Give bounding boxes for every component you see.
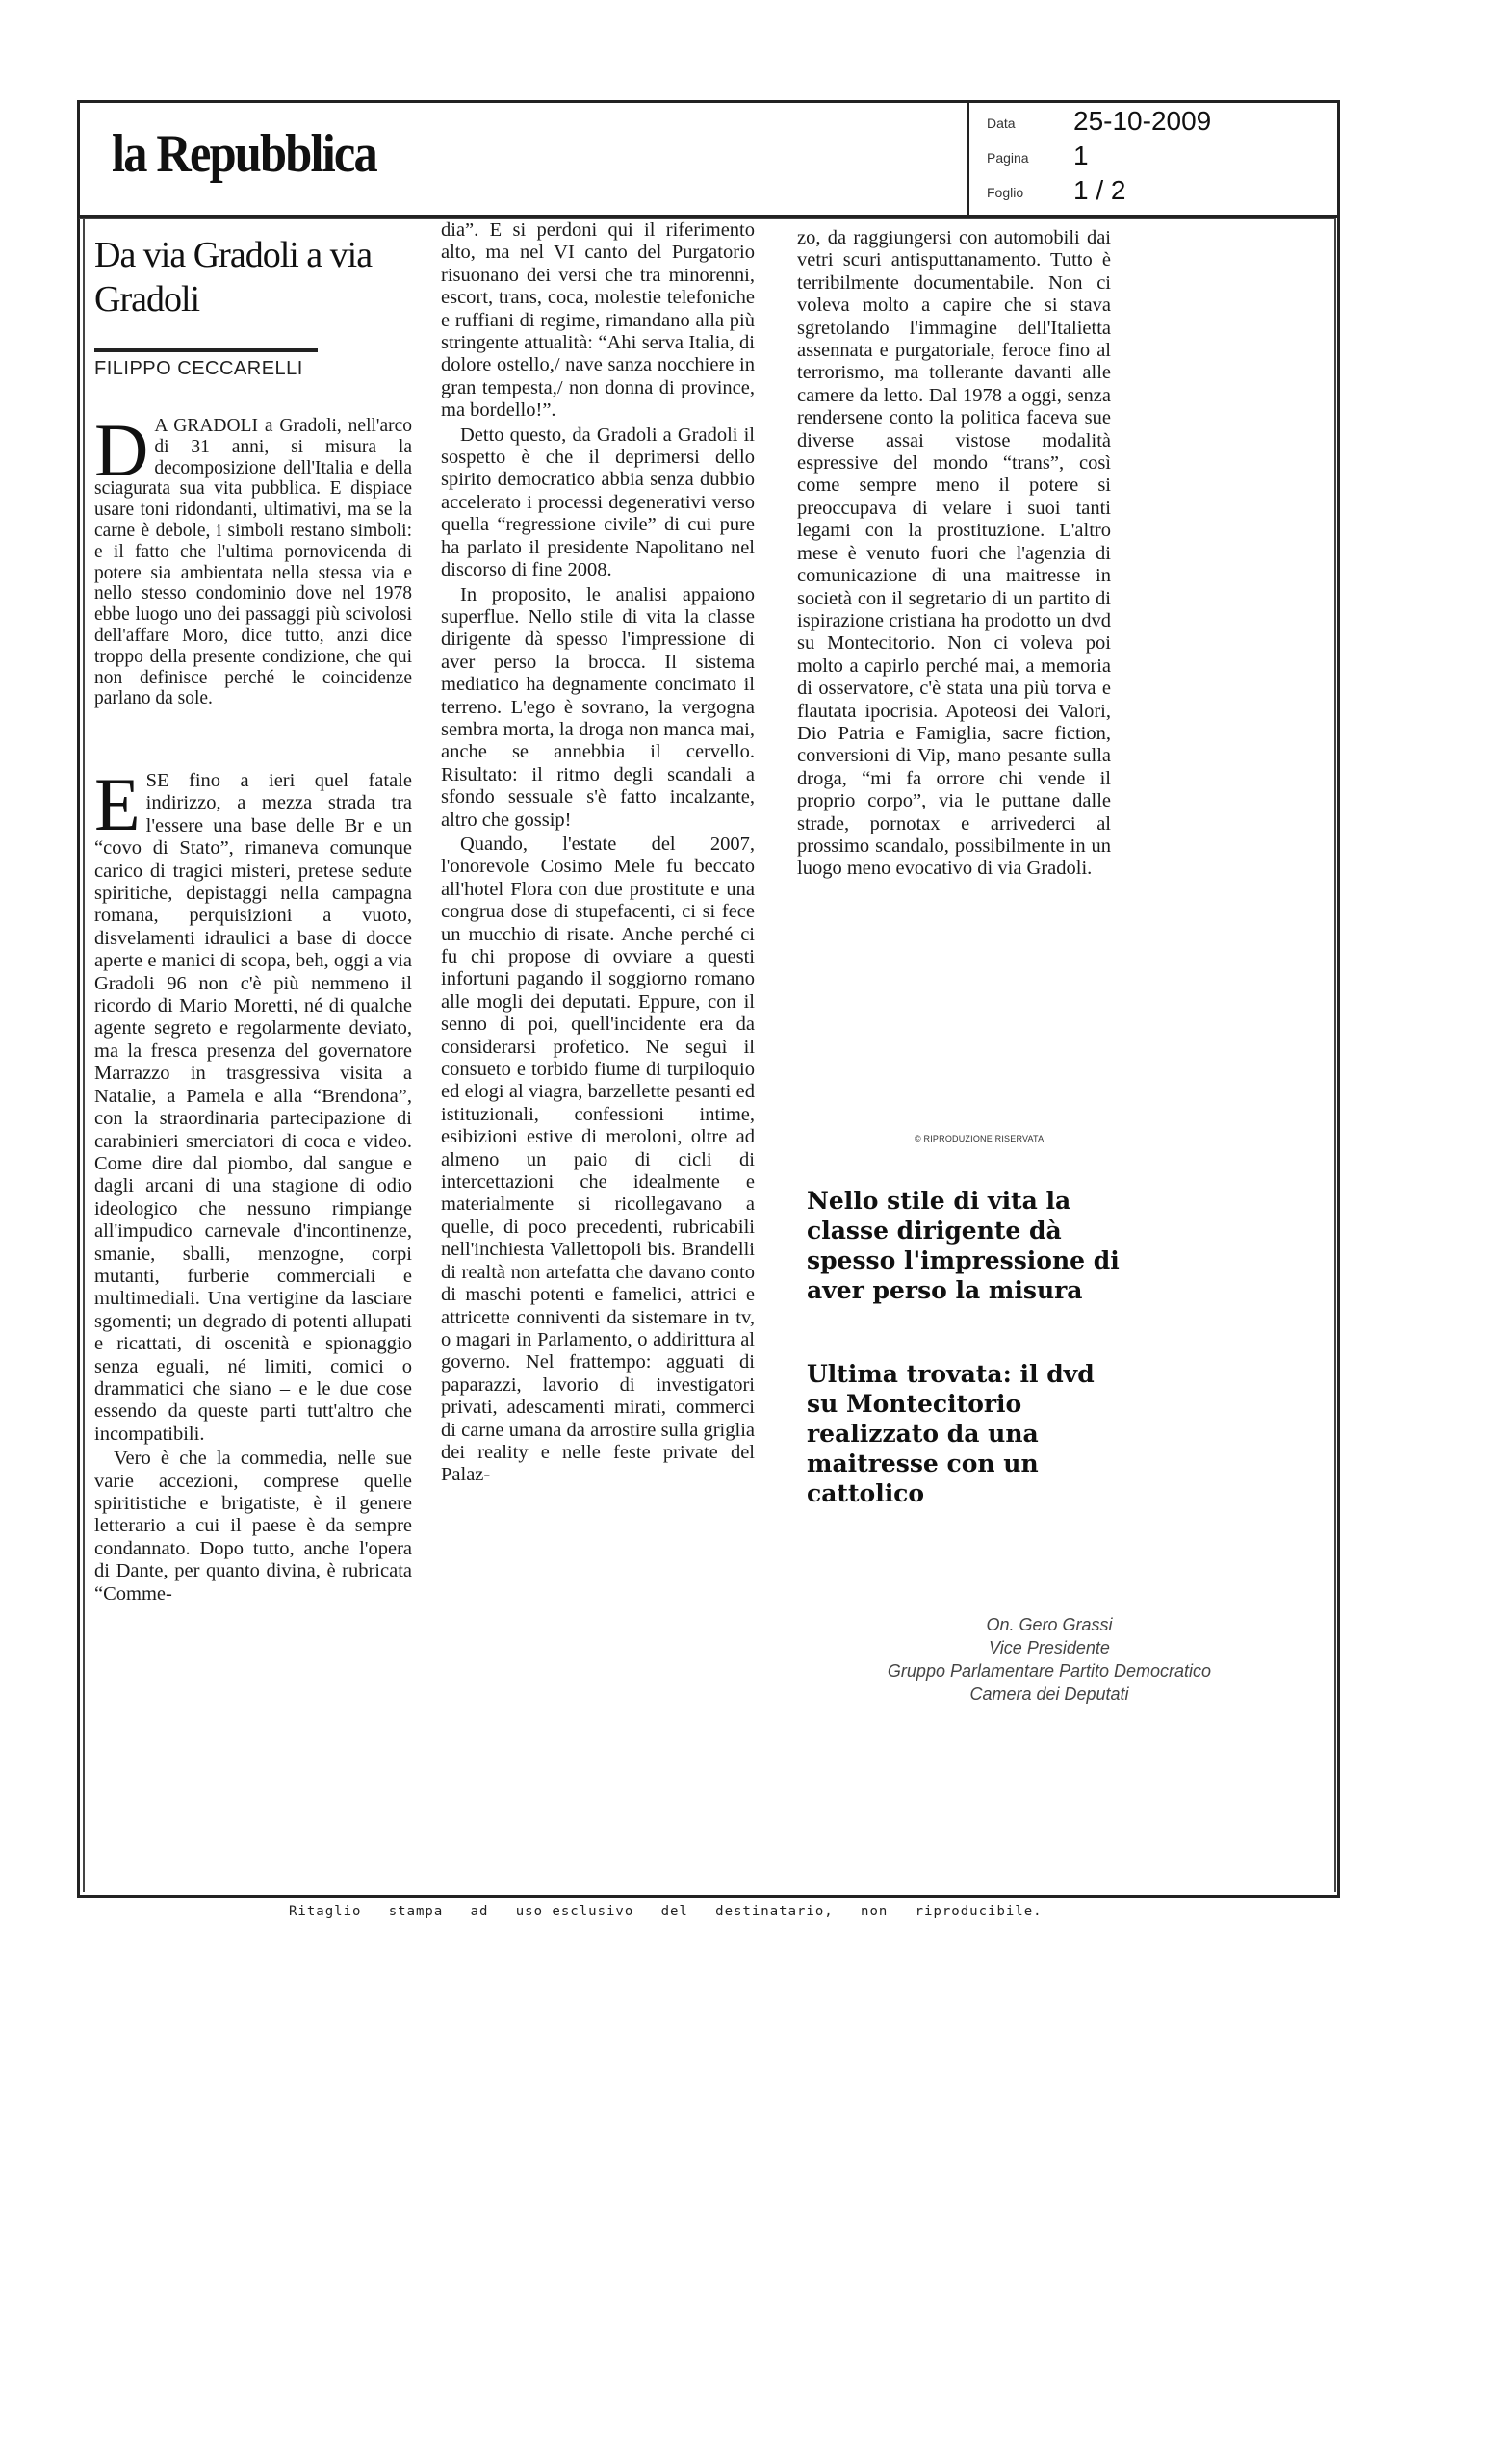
article-title: Da via Gradoli a via Gradoli (94, 235, 373, 320)
column-1-paragraph (94, 762, 412, 1446)
meta-value-sheet: 1 / 2 (1073, 175, 1126, 205)
lead-dropcap: D (94, 408, 149, 492)
lead-text: A GRADOLI a Gradoli, nell'arco di 31 anni, si misura la decomposizione dell'Italia e della sciagurata sua vita pubblica. E dispiace usare toni ridondanti, ultimativi, ma se la carne è debole, i simboli restano simboli: e il fatto che l'ultima pornovicenda di potere sia ambientata nella stessa via e nello stesso condominio dove nel 1978 ebbe luogo uno dei passaggi più scivolosi dell'affare Moro, dice tutto, anzi dice troppo della presente condizione, che qui non definisce perché le coincidenze parlano da sole. (94, 416, 412, 709)
signature-name: On. Gero Grassi (986, 1615, 1113, 1634)
meta-row-date (987, 106, 1333, 137)
signature-chamber: Camera dei Deputati (969, 1684, 1129, 1704)
meta-key-date: Data (987, 116, 1016, 131)
meta-value-date: 25-10-2009 (1073, 106, 1212, 136)
pullquote-1: Nello stile di vita la classe dirigente dà spesso l'impressione di aver perso la misura (807, 1187, 1120, 1304)
meta-key-sheet: Foglio (987, 185, 1024, 200)
left-inner-rule (83, 218, 85, 1892)
meta-value-page: 1 (1073, 141, 1089, 170)
column-3-paragraph: zo, da raggiungersi con automobili dai vetri scuri antisputtanamento. Tutto è terribilmente documentabile. Non ci voleva molto a capire che si stava sgretolando l'immagine dell'Italietta assennata e purgatoriale, feroce fino al terrorismo, ma tollerante davanti alle camere da letto. Dal 1978 a oggi, senza rendersene conto la politica faceva sue diverse assai vistose modalità espressive del mondo “trans”, così come sempre meno il potere si preoccupava di velare i suoi tanti legami con la prostituzione. L'altro mese è venuto fuori che l'agenzia di comunicazione di una maitresse in società con il segretario di un partito di ispirazione cristiana ha prodotto un dvd su Montecitorio. Non ci voleva poi molto a capirlo perché mai, a memoria di osservatore, c'è stata una più torva e flautata ipocrisia. Apoteosi dei Valori, Dio Patria e Famiglia, sacre fiction, conversioni di Vip, mano pesante sulla droga, “mi fa orrore chi vende il proprio corpo”, via le puttane dalle strade, pornotax e arrivederci al prossimo scandalo, possibilmente in un luogo meno evocativo di via Gradoli. (797, 227, 1111, 880)
meta-row-page (987, 141, 1333, 171)
clipping-header (77, 100, 1340, 218)
pullquote-2: Ultima trovata: il dvd su Montecitorio realizzato da una maitresse con un cattolico (807, 1360, 1095, 1507)
signature-role: Vice Presidente (989, 1638, 1110, 1657)
title-underline (94, 348, 318, 352)
body-dropcap: E (94, 762, 141, 846)
clipping-footer-notice: Ritaglio stampa ad uso esclusivo del destinatario, non riproducibile. (289, 1904, 1043, 1919)
clipping-meta-box (967, 100, 1337, 215)
newspaper-masthead: la Repubblica (112, 124, 376, 184)
column-1-paragraph-2: Vero è che la commedia, nelle sue varie accezioni, comprese quelle spiritistiche e brigatiste, è il genere letterario a cui il paese è da sempre condannato. Dopo tutto, anche l'opera di Dante, per quanto divina, è rubricata “Comme- (94, 1448, 412, 1604)
meta-key-page: Pagina (987, 150, 1029, 166)
right-inner-rule (1334, 218, 1336, 1892)
body-1-text: SE fino a ieri quel fatale indirizzo, a mezza strada tra l'essere una base delle Br e un “covo di Stato”, rimaneva comunque carico di tragici misteri, pretese sedute spiritiche, depistaggi nella campagna romana, perquisizioni a vuoto, disvelamenti idraulici a base di docce aperte e manici di scopa, beh, oggi a via Gradoli 96 non c'è più nemmeno il ricordo di Mario Moretti, né di qualche agente segreto e regolarmente deviato, ma la fresca presenza del governatore Marrazzo in trasgressiva visita a Natalie, a Pamela e alla “Brendona”, con la straordinaria partecipazione di carabinieri smerciatori di coca e video. Come dire dal piombo, dal sangue e dagli arcani di una stagione di odio ideologico che nessuno rimpiange all'impudico carnevale d'incontinenze, smanie, sballi, menzogne, corpi mutanti, furberie commerciali e multimediali. Una vertigine da lasciare sgomenti; un degrado di potenti allupati e ricattati, di oscenità e spionaggio senza eguali, né limiti, comici o drammatici che siano – e le due cose essendo da queste parti tutt'altro che incompatibili. (94, 770, 412, 1445)
meta-row-sheet (987, 175, 1333, 206)
signature-group: Gruppo Parlamentare Partito Democratico (887, 1661, 1212, 1681)
article-byline: FILIPPO CECCARELLI (94, 358, 303, 379)
signature-block (847, 1613, 1251, 1706)
column-2-paragraph: Detto questo, da Gradoli a Gradoli il sospetto è che il deprimersi dello spirito democratico abbia senza dubbio accelerato i processi degenerativi verso quella “regressione civile” di cui pure ha parlato il presidente Napolitano nel discorso di fine 2008. (441, 424, 755, 581)
copyright-notice: © RIPRODUZIONE RISERVATA (915, 1134, 1045, 1143)
article-lead (94, 408, 412, 709)
article-column-3 (797, 227, 1111, 883)
column-2-paragraph: In proposito, le analisi appaiono superflue. Nello stile di vita la classe dirigente dà spesso l'impressione di aver perso la brocca. Il sistema mediatico ha degnamente concimato il terreno. L'ego è sovrano, la vergogna sembra morta, la droga non manca mai, anche se annebbia il cervello. Risultato: il ritmo degli scandali a sfondo sessuale s'è fatto incalzante, altro che gossip! (441, 583, 755, 831)
column-2-paragraph: Quando, l'estate del 2007, l'onorevole Cosimo Mele fu beccato all'hotel Flora con due prostitute e una congrua dose di stupefacenti, ci si fece un mucchio di risate. Anche perché ci fu chi propose di ovviare a questi infortuni pagando il soggiorno romano alle mogli dei deputati. Eppure, con il senno di poi, quell'incidente era da considerarsi profetico. Ne seguì il consueto e torbido fiume di turpiloquio ed elogi al viagra, barzellette pesanti ed istituzionali, confessioni intime, esibizioni estive di meroloni, oltre ad almeno un paio di cicli di intercettazioni che idealmente e materialmente si ricollegavano a quelle, di poco precedenti, rubricabili nell'inchiesta Vallettopoli bis. Brandelli di realtà non artefatta che davano conto di maschi potenti e famelici, attrici e attricette conniventi da sistemare in tv, o magari in Parlamento, o addirittura al governo. Nel frattempo: agguati di paparazzi, lavorio di investigatori privati, adescamenti mirati, commerci di carne umana da arrostire sulla griglia dei reality e nelle feste private del Palaz- (441, 833, 755, 1486)
article-column-1 (94, 762, 412, 1607)
column-2-paragraph: dia”. E si perdoni qui il riferimento alto, ma nel VI canto del Purgatorio risuonano dei versi che tra minorenni, escort, trans, coca, molestie telefoniche e ruffiani di regime, rimandano alla più stringente attualità: “Ahi serva Italia, di dolore ostello,/ nave sanza nocchiere in gran tempesta,/ non donna di province, ma bordello!”. (441, 219, 755, 422)
article-column-2 (441, 219, 755, 1489)
